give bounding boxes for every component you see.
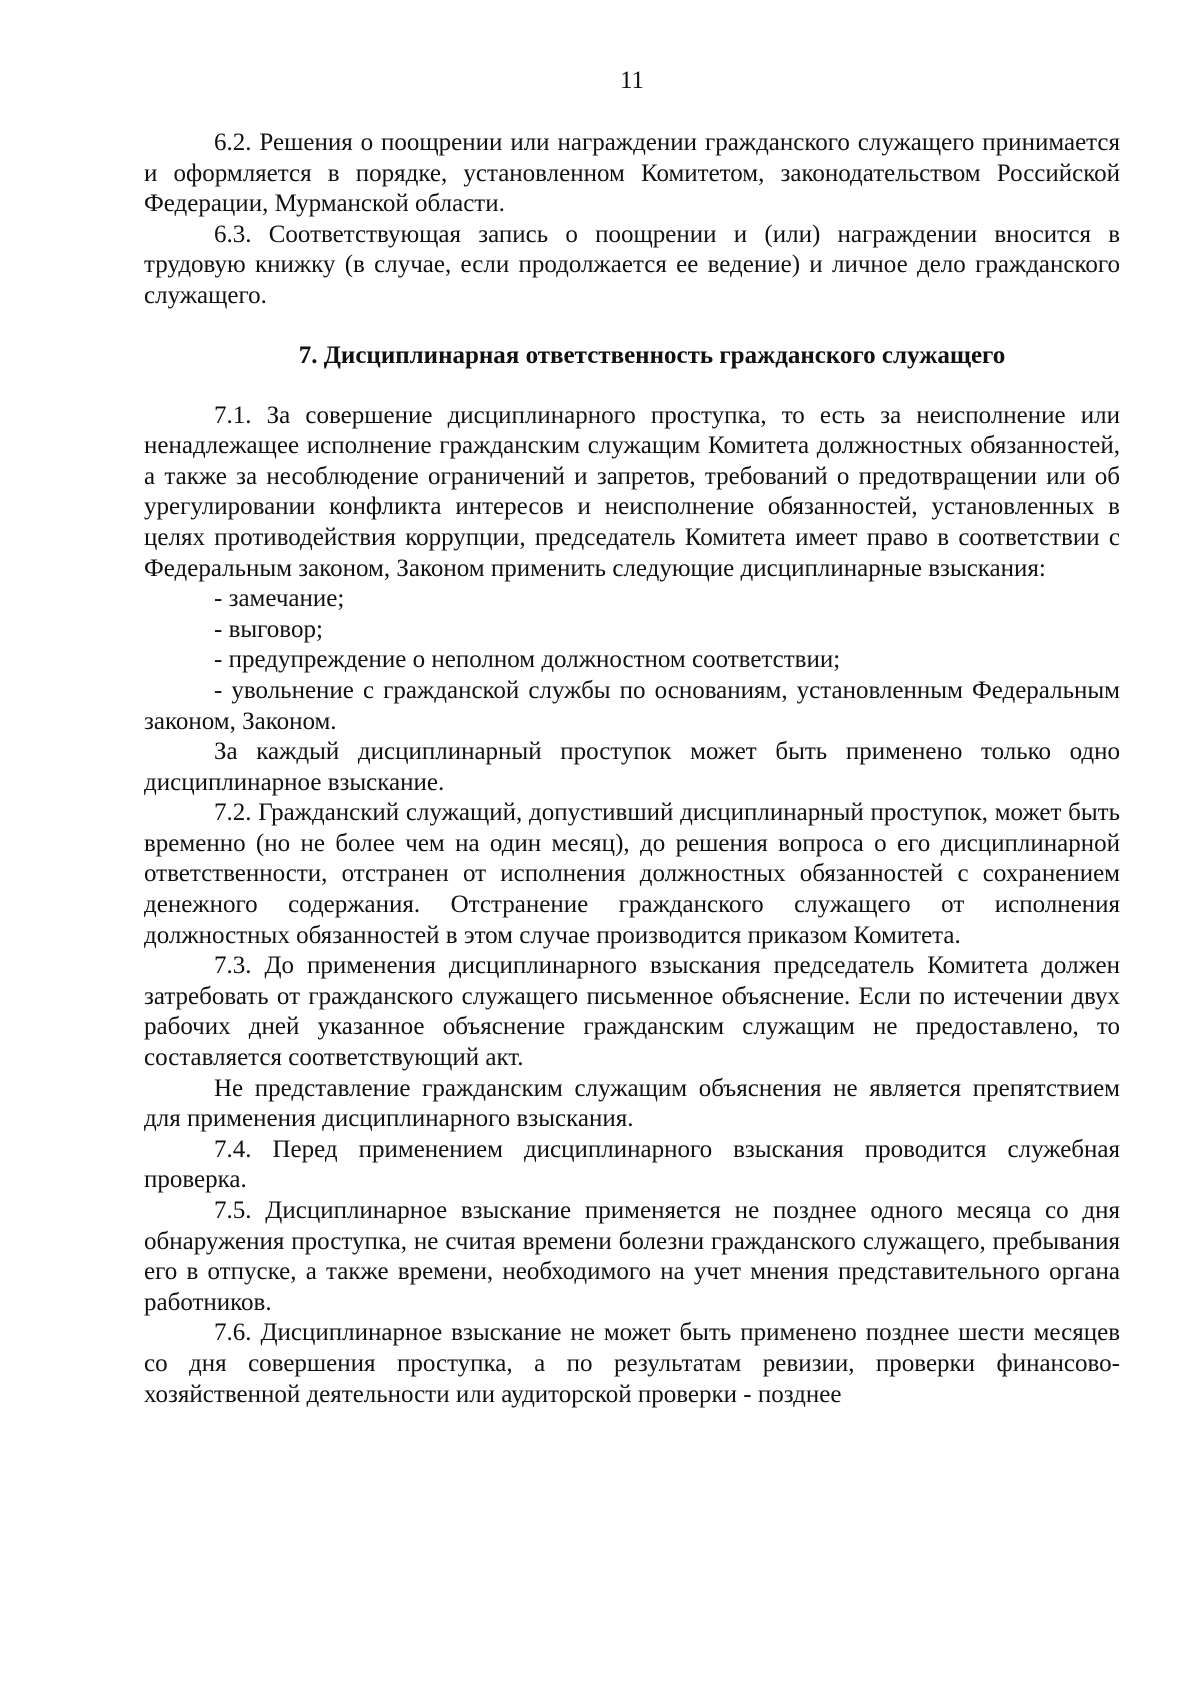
paragraph-7-6: 7.6. Дисциплинарное взыскание не может быть применено позднее шести месяцев со дня совершения проступка, а по результатам ревизии, проверки финансово-хозяйственной деятельности или аудиторской проверки - позднее xyxy=(144,1319,1120,1408)
section-heading-7: 7. Дисциплинарная ответственность гражданского служащего xyxy=(298,341,1006,369)
list-item-warning: - предупреждение о неполном должностном соответствии; xyxy=(214,646,841,674)
page-number: 11 xyxy=(619,67,645,94)
paragraph-7-3: 7.3. До применения дисциплинарного взыскания председатель Комитета должен затребовать от гражданского служащего письменное объяснение. Если по истечении двух рабочих дней указанное объяснение гражданским служащим не предоставлено, то составляется соответствующий акт. xyxy=(144,952,1120,1072)
list-item-remark: - замечание; xyxy=(214,585,345,613)
paragraph-7-2: 7.2. Гражданский служащий, допустивший дисциплинарный проступок, может быть временно (но не более чем на один месяц), до решения вопроса о его дисциплинарной ответственности, отстранен от исполнения должностных обязанностей с сохранением денежного содержания. Отстранение гражданского служащего от исполнения должностных обязанностей в этом случае производится приказом Комитета. xyxy=(144,799,1120,949)
paragraph-7-1: 7.1. За совершение дисциплинарного проступка, то есть за неисполнение или ненадлежащее исполнение гражданским служащим Комитета должностных обязанностей, а также за несоблюдение ограничений и запретов, требований о предотвращении или об урегулировании конфликта интересов и неисполнение обязанностей, установленных в целях противодействия коррупции, председатель Комитета имеет право в соответствии с Федеральным законом, Законом применить следующие дисциплинарные взыскания: xyxy=(144,401,1120,582)
paragraph-6-3: 6.3. Соответствующая запись о поощрении и (или) награждении вносится в трудовую книжку (в случае, если продолжается ее ведение) и личное дело гражданского служащего. xyxy=(144,220,1120,309)
paragraph-no-explanation: Не представление гражданским служащим объяснения не является препятствием для применения дисциплинарного взыскания. xyxy=(144,1074,1120,1133)
paragraph-one-penalty: За каждый дисциплинарный проступок может быть применено только одно дисциплинарное взыскание. xyxy=(144,738,1120,796)
paragraph-6-2: 6.2. Решения о поощрении или награждении гражданского служащего принимается и оформляется в порядке, установленном Комитетом, законодательством Российской Федерации, Мурманской области. xyxy=(144,129,1120,218)
list-item-dismissal: - увольнение с гражданской службы по основаниям, установленным Федеральным законом, Законом. xyxy=(144,676,1120,735)
document-body xyxy=(144,128,1120,1410)
paragraph-7-4: 7.4. Перед применением дисциплинарного взыскания проводится служебная проверка. xyxy=(144,1135,1120,1194)
paragraph-7-5: 7.5. Дисциплинарное взыскание применяется не позднее одного месяца со дня обнаружения проступка, не считая времени болезни гражданского служащего, пребывания его в отпуске, а также времени, необходимого на учет мнения представительного органа работников. xyxy=(144,1197,1120,1316)
list-item-reprimand: - выговор; xyxy=(214,615,323,643)
